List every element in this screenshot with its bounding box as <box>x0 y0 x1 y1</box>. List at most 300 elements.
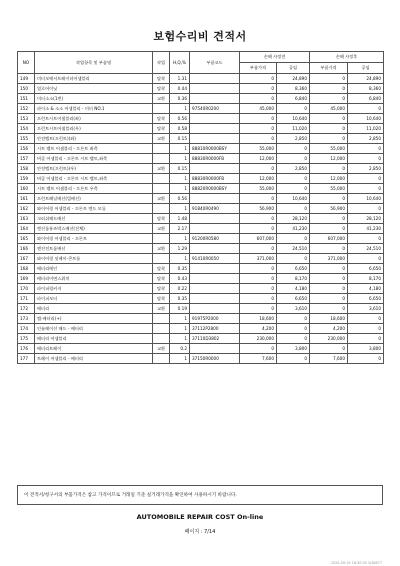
table-row <box>18 314 384 324</box>
row-after-labor: 10,640 <box>348 194 384 204</box>
row-work: 탈착 <box>153 214 170 224</box>
row-part-code <box>190 294 240 304</box>
page-number: 페이지 : 7/14 <box>184 529 216 535</box>
row-item: 시트 벨트 어셈블리 - 프론트 우측 <box>35 184 153 194</box>
row-after-part-price: 371,000 <box>310 254 348 264</box>
row-part-code <box>190 114 240 124</box>
row-before-part-price: 0 <box>240 264 277 274</box>
row-no: 151 <box>18 94 35 104</box>
row-no: 152 <box>18 104 35 114</box>
row-hq: 1 <box>170 254 190 264</box>
row-before-labor: 0 <box>277 354 310 364</box>
row-after-labor: 6,650 <box>348 264 384 274</box>
row-after-part-price: 0 <box>310 94 348 104</box>
row-before-part-price: 0 <box>240 344 277 354</box>
row-part-code: 37112P2800 <box>190 324 240 334</box>
row-before-part-price: 45,000 <box>240 104 277 114</box>
table-row <box>18 74 384 84</box>
row-item: 배터리트레이 <box>35 344 153 354</box>
row-after-part-price: 0 <box>310 114 348 124</box>
row-no: 169 <box>18 274 35 284</box>
row-hq: 0.56 <box>170 194 190 204</box>
row-after-labor: 2,850 <box>348 164 384 174</box>
row-no: 155 <box>18 134 35 144</box>
row-before-labor: 6,650 <box>277 294 310 304</box>
table-row <box>18 324 384 334</box>
row-after-labor: 24,510 <box>348 244 384 254</box>
row-item: 미터소소(1번) <box>35 94 153 104</box>
row-part-code <box>190 284 240 294</box>
header-work: 작업 <box>153 52 170 74</box>
header-part-code: 부품코드 <box>190 52 240 74</box>
row-hq: 0.36 <box>170 94 190 104</box>
row-hq: 1 <box>170 354 190 364</box>
row-work: 탈착 <box>153 74 170 84</box>
row-work <box>153 334 170 344</box>
row-item: 프런트시트어셈블리(좌) <box>35 114 153 124</box>
row-part-code: 91200R0580 <box>190 234 240 244</box>
row-item: 프런트시트어셈블리(우) <box>35 124 153 134</box>
row-hq: 1.48 <box>170 214 190 224</box>
row-after-part-price: 0 <box>310 344 348 354</box>
row-no: 170 <box>18 284 35 294</box>
row-after-labor: 4,180 <box>348 284 384 294</box>
header-before: 손해 사정전 <box>240 52 310 63</box>
row-work <box>153 184 170 194</box>
row-after-part-price: 18,600 <box>310 314 348 324</box>
row-before-labor: 28,120 <box>277 214 310 224</box>
row-work: 탈착 <box>153 114 170 124</box>
row-work <box>153 144 170 154</box>
row-hq: 2.17 <box>170 224 190 234</box>
row-work: 교환 <box>153 134 170 144</box>
table-row <box>18 344 384 354</box>
row-hq: 1.29 <box>170 244 190 254</box>
row-part-code <box>190 164 240 174</box>
row-no: 156 <box>18 144 35 154</box>
table-row <box>18 354 384 364</box>
row-no: 177 <box>18 354 35 364</box>
row-after-part-price: 0 <box>310 274 348 284</box>
row-hq: 1 <box>170 314 190 324</box>
row-no: 176 <box>18 344 35 354</box>
row-after-labor: 8,170 <box>348 274 384 284</box>
footer-title: AUTOMOBILE REPAIR COST On-line <box>136 513 264 521</box>
row-no: 167 <box>18 254 35 264</box>
table-row <box>18 114 384 124</box>
row-before-labor: 6,650 <box>277 264 310 274</box>
table-row <box>18 164 384 174</box>
row-after-labor: 0 <box>348 204 384 214</box>
row-after-labor: 0 <box>348 354 384 364</box>
row-after-labor: 2,850 <box>348 134 384 144</box>
row-no: 166 <box>18 244 35 254</box>
row-hq: 0.43 <box>170 274 190 284</box>
row-part-code: 88820R0000BSY <box>190 184 240 194</box>
row-after-part-price: 0 <box>310 74 348 84</box>
row-work: 교환 <box>153 194 170 204</box>
row-work <box>153 234 170 244</box>
row-after-labor: 0 <box>348 104 384 114</box>
row-hq: 0.19 <box>170 304 190 314</box>
row-no: 154 <box>18 124 35 134</box>
row-work <box>153 254 170 264</box>
row-before-part-price: 18,600 <box>240 314 277 324</box>
row-before-part-price: 607,000 <box>240 234 277 244</box>
table-row <box>18 174 384 184</box>
row-work <box>153 154 170 164</box>
row-before-part-price: 0 <box>240 94 277 104</box>
row-item: 버클 어셈블리 - 프론트 시트 벨트,좌측 <box>35 174 153 184</box>
row-after-part-price: 0 <box>310 224 348 234</box>
row-hq: 0.35 <box>170 264 190 274</box>
row-no: 158 <box>18 164 35 174</box>
row-hq: 0.22 <box>170 284 190 294</box>
row-after-labor: 0 <box>348 324 384 334</box>
row-before-part-price: 0 <box>240 134 277 144</box>
row-before-labor: 0 <box>277 104 310 114</box>
row-before-part-price: 55,000 <box>240 184 277 194</box>
row-before-part-price: 12,000 <box>240 154 277 164</box>
row-after-labor: 10,640 <box>348 114 384 124</box>
row-work: 교환 <box>153 304 170 314</box>
row-part-code <box>190 274 240 284</box>
row-hq: 0.2 <box>170 344 190 354</box>
row-after-labor: 6,840 <box>348 94 384 104</box>
row-after-labor: 8,360 <box>348 84 384 94</box>
row-no: 162 <box>18 204 35 214</box>
row-no: 165 <box>18 234 35 244</box>
row-item: 파이소 & 소소 어셈블리 - 미터 NO.1 <box>35 104 153 114</box>
row-before-labor: 2,850 <box>277 164 310 174</box>
row-after-labor: 0 <box>348 314 384 324</box>
table-row <box>18 284 384 294</box>
row-after-part-price: 0 <box>310 124 348 134</box>
row-after-labor: 0 <box>348 334 384 344</box>
row-before-labor: 24,510 <box>277 244 310 254</box>
row-item: 배터리 어셈블리 <box>35 334 153 344</box>
table-row <box>18 194 384 204</box>
row-before-labor: 0 <box>277 324 310 334</box>
table-row <box>18 204 384 214</box>
row-work <box>153 354 170 364</box>
header-no: NO <box>18 52 35 74</box>
row-item: 와이어링 잇베이-콘트롤 <box>35 254 153 264</box>
row-hq: 0.35 <box>170 294 190 304</box>
row-item: 열로어이닛 <box>35 84 153 94</box>
row-hq: 1 <box>170 324 190 334</box>
row-before-part-price: 371,000 <box>240 254 277 264</box>
row-before-part-price: 0 <box>240 124 277 134</box>
row-after-labor: 28,120 <box>348 214 384 224</box>
row-work: 탈착 <box>153 124 170 134</box>
row-before-labor: 0 <box>277 334 310 344</box>
row-before-part-price: 4,200 <box>240 324 277 334</box>
row-part-code <box>190 224 240 234</box>
row-hq: 1 <box>170 174 190 184</box>
row-hq: 1 <box>170 154 190 164</box>
row-before-labor: 41,230 <box>277 224 310 234</box>
row-work <box>153 314 170 324</box>
row-item: 안전벨트(프런트)(좌) <box>35 134 153 144</box>
row-hq: 1 <box>170 144 190 154</box>
row-after-labor: 0 <box>348 174 384 184</box>
header-hq: H,Q,% <box>170 52 190 74</box>
row-part-code <box>190 134 240 144</box>
row-no: 174 <box>18 324 35 334</box>
row-part-code: 88810R0000BSY <box>190 144 240 154</box>
row-before-labor: 2,850 <box>277 134 310 144</box>
row-hq: 1 <box>170 234 190 244</box>
table-row <box>18 224 384 234</box>
row-item: 배터리이면스위치 <box>35 274 153 284</box>
row-part-code <box>190 94 240 104</box>
row-part-code: 97540R0200 <box>190 104 240 114</box>
row-after-part-price: 0 <box>310 194 348 204</box>
row-item: 시트 벨트 어셈블리 - 프론트 좌측 <box>35 144 153 154</box>
header-after: 손해 사정후 <box>310 52 384 63</box>
row-before-labor: 0 <box>277 204 310 214</box>
row-hq: 0.44 <box>170 84 190 94</box>
row-before-labor: 3,800 <box>277 344 310 354</box>
row-item: 파이퍼모터 <box>35 294 153 304</box>
row-after-part-price: 0 <box>310 294 348 304</box>
row-no: 149 <box>18 74 35 84</box>
row-no: 159 <box>18 174 35 184</box>
row-after-labor: 3,800 <box>348 344 384 354</box>
row-work: 교환 <box>153 164 170 174</box>
row-before-part-price: 0 <box>240 304 277 314</box>
row-after-part-price: 55,000 <box>310 144 348 154</box>
row-before-part-price: 0 <box>240 114 277 124</box>
row-hq: 0.56 <box>170 114 190 124</box>
row-work: 탈착 <box>153 274 170 284</box>
row-before-part-price: 56,900 <box>240 204 277 214</box>
row-after-labor: 0 <box>348 254 384 264</box>
row-after-part-price: 55,000 <box>310 184 348 194</box>
row-no: 175 <box>18 334 35 344</box>
row-after-part-price: 0 <box>310 244 348 254</box>
row-after-part-price: 607,000 <box>310 234 348 244</box>
row-after-labor: 3,610 <box>348 304 384 314</box>
row-item: 와이어링 어셈블리 - 프론트 <box>35 234 153 244</box>
disclaimer-note: 이 견적서/청구서의 부품가격은 참고 가격이므로 거래일 기준 실거래가격을 확인하여 사용하시기 바랍니다. <box>17 485 383 505</box>
row-part-code: 91975P2000 <box>190 314 240 324</box>
row-no: 172 <box>18 304 35 314</box>
row-no: 168 <box>18 264 35 274</box>
table-row <box>18 184 384 194</box>
row-after-part-price: 0 <box>310 304 348 314</box>
row-before-part-price: 230,000 <box>240 334 277 344</box>
row-before-labor: 8,170 <box>277 274 310 284</box>
row-part-code <box>190 344 240 354</box>
table-row <box>18 294 384 304</box>
row-part-code: 91410R0050 <box>190 254 240 264</box>
row-after-part-price: 12,000 <box>310 154 348 164</box>
row-work <box>153 104 170 114</box>
row-item: 와이어링 어셈블리 - 프론트 엔드 모듈 <box>35 204 153 214</box>
row-work: 탈착 <box>153 284 170 294</box>
row-before-part-price: 12,000 <box>240 174 277 184</box>
row-hq: 0.15 <box>170 164 190 174</box>
row-item: 크러쉬패드배선 <box>35 214 153 224</box>
row-after-part-price: 0 <box>310 164 348 174</box>
row-before-part-price: 55,000 <box>240 144 277 154</box>
row-after-part-price: 12,000 <box>310 174 348 184</box>
row-after-labor: 6,650 <box>348 294 384 304</box>
row-before-labor: 11,020 <box>277 124 310 134</box>
row-after-part-price: 0 <box>310 264 348 274</box>
table-row <box>18 84 384 94</box>
row-before-labor: 4,180 <box>277 284 310 294</box>
table-row <box>18 264 384 274</box>
row-part-code <box>190 74 240 84</box>
row-after-part-price: 0 <box>310 284 348 294</box>
row-work: 탈착 <box>153 84 170 94</box>
row-no: 161 <box>18 194 35 204</box>
table-row <box>18 234 384 244</box>
row-item: 안전벨트(프런트)(우) <box>35 164 153 174</box>
row-before-labor: 0 <box>277 254 310 264</box>
row-before-part-price: 0 <box>240 74 277 84</box>
row-before-part-price: 0 <box>240 214 277 224</box>
print-stamp: 2024-09-19 16:30:30 3/38877 <box>330 561 382 565</box>
row-part-code <box>190 84 240 94</box>
row-work: 탈착 <box>153 294 170 304</box>
row-item: 엔진전트룸배선 <box>35 244 153 254</box>
row-before-labor: 0 <box>277 234 310 244</box>
row-no: 150 <box>18 84 35 94</box>
row-before-part-price: 0 <box>240 294 277 304</box>
row-before-labor: 0 <box>277 144 310 154</box>
table-row <box>18 244 384 254</box>
row-item: 트레이 어셈블리 - 배터리 <box>35 354 153 364</box>
row-after-part-price: 0 <box>310 134 348 144</box>
row-before-labor: 3,610 <box>277 304 310 314</box>
row-part-code: 88830R0000FB <box>190 154 240 164</box>
table-row <box>18 124 384 134</box>
row-part-code <box>190 244 240 254</box>
row-item: 파이퍼링커지 <box>35 284 153 294</box>
row-hq: 0.15 <box>170 134 190 144</box>
row-work <box>153 324 170 334</box>
table-row <box>18 104 384 114</box>
row-before-labor: 8,360 <box>277 84 310 94</box>
row-part-code <box>190 194 240 204</box>
row-hq: 1.31 <box>170 74 190 84</box>
row-hq: 1 <box>170 184 190 194</box>
row-before-labor: 0 <box>277 314 310 324</box>
row-part-code: 91840R0490 <box>190 204 240 214</box>
row-work: 탈착 <box>153 264 170 274</box>
row-part-code <box>190 264 240 274</box>
row-no: 163 <box>18 214 35 224</box>
row-before-part-price: 0 <box>240 224 277 234</box>
row-no: 157 <box>18 154 35 164</box>
row-after-part-price: 0 <box>310 214 348 224</box>
row-hq: 1 <box>170 334 190 344</box>
table-row <box>18 144 384 154</box>
row-before-labor: 10,640 <box>277 194 310 204</box>
row-item: 배터리메인 <box>35 264 153 274</box>
table-row <box>18 334 384 344</box>
row-no: 164 <box>18 224 35 234</box>
header-after-labor: 공임 <box>348 63 384 74</box>
row-hq: 0.58 <box>170 124 190 134</box>
row-before-labor: 0 <box>277 174 310 184</box>
row-after-labor: 11,020 <box>348 124 384 134</box>
row-item: 배터리 <box>35 304 153 314</box>
row-before-part-price: 0 <box>240 244 277 254</box>
row-after-labor: 41,230 <box>348 224 384 234</box>
row-before-part-price: 0 <box>240 284 277 294</box>
row-before-part-price: 0 <box>240 164 277 174</box>
row-item: 엔진룸유즈박스배선(전체) <box>35 224 153 234</box>
row-part-code <box>190 124 240 134</box>
header-item: 작업항목 및 부품명 <box>35 52 153 74</box>
row-after-labor: 0 <box>348 154 384 164</box>
estimate-table <box>17 51 384 364</box>
row-before-labor: 0 <box>277 154 310 164</box>
row-before-part-price: 7,600 <box>240 354 277 364</box>
row-before-part-price: 0 <box>240 194 277 204</box>
row-after-labor: 0 <box>348 234 384 244</box>
row-item: 미터모에서트레이터어셈블리 <box>35 74 153 84</box>
row-after-part-price: 230,000 <box>310 334 348 344</box>
row-part-code: 37150R0000 <box>190 354 240 364</box>
row-after-part-price: 0 <box>310 84 348 94</box>
table-row <box>18 254 384 264</box>
row-after-part-price: 4,200 <box>310 324 348 334</box>
row-work: 교환 <box>153 94 170 104</box>
row-before-part-price: 0 <box>240 274 277 284</box>
row-after-labor: 0 <box>348 184 384 194</box>
row-item: 인슐레이션 패드 - 배터리 <box>35 324 153 334</box>
row-after-part-price: 56,900 <box>310 204 348 214</box>
row-after-part-price: 7,600 <box>310 354 348 364</box>
table-row <box>18 94 384 104</box>
table-row <box>18 214 384 224</box>
row-part-code: 37110D3802 <box>190 334 240 344</box>
table-row <box>18 154 384 164</box>
row-item: 프런트패널배선(빌배선) <box>35 194 153 204</box>
header-before-labor: 공임 <box>277 63 310 74</box>
row-part-code: 88830R0000FB <box>190 174 240 184</box>
row-after-labor: 0 <box>348 144 384 154</box>
row-after-part-price: 45,000 <box>310 104 348 114</box>
row-before-labor: 6,840 <box>277 94 310 104</box>
document-title: 보험수리비 견적서 <box>153 30 247 43</box>
header-after-part-price: 부품가격 <box>310 63 348 74</box>
row-no: 160 <box>18 184 35 194</box>
row-no: 171 <box>18 294 35 304</box>
row-part-code <box>190 214 240 224</box>
row-hq: 1 <box>170 104 190 114</box>
table-row <box>18 134 384 144</box>
row-before-labor: 24,890 <box>277 74 310 84</box>
row-before-labor: 0 <box>277 184 310 194</box>
row-work: 교환 <box>153 344 170 354</box>
row-part-code <box>190 304 240 314</box>
row-work: 교환 <box>153 224 170 234</box>
row-before-part-price: 0 <box>240 84 277 94</box>
row-no: 173 <box>18 314 35 324</box>
row-work: 교환 <box>153 244 170 254</box>
row-after-labor: 24,890 <box>348 74 384 84</box>
row-work <box>153 204 170 214</box>
table-row <box>18 304 384 314</box>
row-item: 버클 어셈블리 - 프론트 시트 벨트,좌측 <box>35 154 153 164</box>
